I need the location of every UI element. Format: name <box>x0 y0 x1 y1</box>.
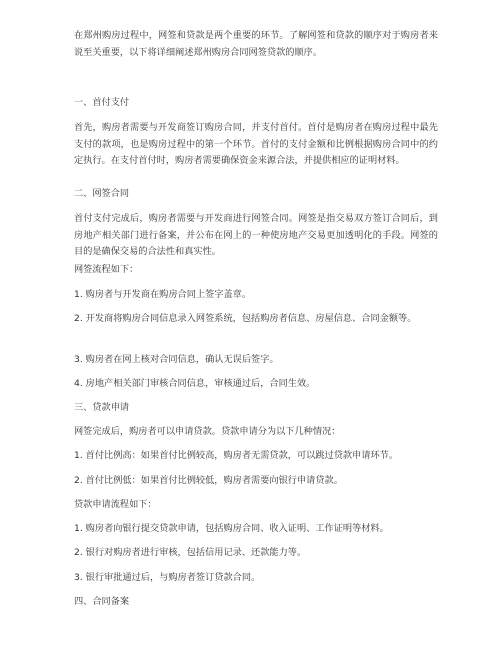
intro-paragraph: 在郑州购房过程中，网签和贷款是两个重要的环节。了解网签和贷款的顺序对于购房者来说至关重要，以下将详细阐述郑州购房合同网签贷款的顺序。 <box>74 30 438 58</box>
online-contract-step-4: 4. 房地产相关部门审核合同信息，审核通过后，合同生效。 <box>74 378 316 389</box>
online-contract-paragraph: 首付支付完成后，购房者需要与开发商进行网签合同。网签是指交易双方签订合同后，到房地产相关部门进行备案，并公布在网上的一种使房地产交易更加透明化的手段。网签的目的是确保交易的合法性和真实性。 <box>74 213 438 257</box>
loan-case-1: 1. 首付比例高：如果首付比例较高，购房者无需贷款，可以跳过贷款申请环节。 <box>74 450 399 461</box>
loan-application-paragraph: 网签完成后，购房者可以申请贷款。贷款申请分为以下几种情况： <box>74 426 341 437</box>
online-contract-step-3: 3. 购房者在网上核对合同信息，确认无误后签字。 <box>74 354 279 365</box>
section-heading-loan-application: 三、贷款申请 <box>74 402 130 413</box>
online-contract-step-1: 1. 购房者与开发商在购房合同上签字盖章。 <box>74 289 252 300</box>
loan-flow-title: 贷款申请流程如下： <box>74 499 157 510</box>
loan-case-2: 2. 首付比例低：如果首付比例较低，购房者需要向银行申请贷款。 <box>74 475 343 486</box>
section-heading-contract-filing: 四、合同备案 <box>74 596 130 607</box>
section-heading-down-payment: 一、首付支付 <box>74 97 130 108</box>
online-contract-flow-title: 网签流程如下： <box>74 264 139 275</box>
down-payment-paragraph: 首先，购房者需要与开发商签订购房合同，并支付首付。首付是购房者在购房过程中最先支付的款项，也是购房过程中的第一个环节。首付的支付金额和比例根据购房合同中的约定执行。在支付首付时，购房者需要确保资金来源合法，并提供相应的证明材料。 <box>74 122 438 166</box>
loan-step-2: 2. 银行对购房者进行审核，包括信用记录、还款能力等。 <box>74 547 307 558</box>
loan-step-3: 3. 银行审批通过后，与购房者签订贷款合同。 <box>74 572 261 583</box>
loan-step-1: 1. 购房者向银行提交贷款申请，包括购房合同、收入证明、工作证明等材料。 <box>74 523 389 534</box>
online-contract-step-2: 2. 开发商将购房合同信息录入网签系统，包括购房者信息、房屋信息、合同金额等。 <box>74 313 417 324</box>
section-heading-online-contract: 二、网签合同 <box>74 188 130 199</box>
